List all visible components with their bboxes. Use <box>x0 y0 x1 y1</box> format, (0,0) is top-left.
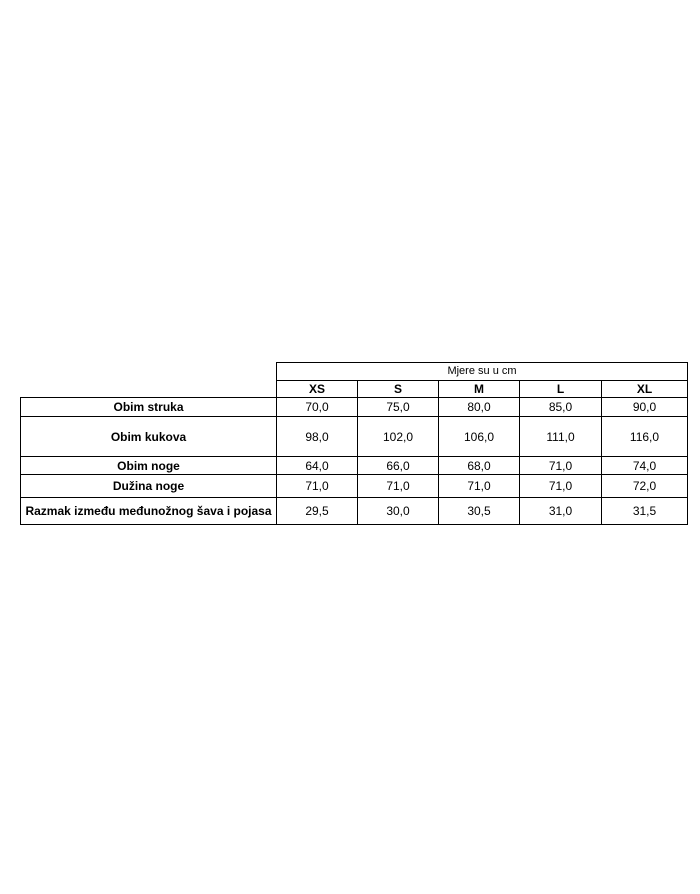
row-label: Obim kukova <box>21 417 277 457</box>
row-label: Obim noge <box>21 457 277 475</box>
table-cell: 31,0 <box>520 498 602 525</box>
table-cell: 71,0 <box>358 475 439 498</box>
size-header-row <box>21 381 688 398</box>
empty-header-cell <box>21 381 277 398</box>
table-cell: 116,0 <box>602 417 688 457</box>
table-cell: 111,0 <box>520 417 602 457</box>
table-cell: 98,0 <box>277 417 358 457</box>
size-header-m: M <box>439 381 520 398</box>
table-cell: 29,5 <box>277 498 358 525</box>
table-cell: 80,0 <box>439 398 520 417</box>
table-cell: 64,0 <box>277 457 358 475</box>
table-cell: 31,5 <box>602 498 688 525</box>
table-cell: 68,0 <box>439 457 520 475</box>
table-cell: 30,5 <box>439 498 520 525</box>
table-cell: 72,0 <box>602 475 688 498</box>
table-row <box>21 417 688 457</box>
caption-row <box>21 363 688 381</box>
table-cell: 70,0 <box>277 398 358 417</box>
table-cell: 74,0 <box>602 457 688 475</box>
empty-corner-cell <box>21 363 277 381</box>
table-cell: 71,0 <box>520 457 602 475</box>
table-cell: 106,0 <box>439 417 520 457</box>
size-table <box>20 362 688 525</box>
table-row <box>21 457 688 475</box>
size-header-xs: XS <box>277 381 358 398</box>
table-cell: 71,0 <box>439 475 520 498</box>
size-chart <box>20 362 688 525</box>
table-cell: 102,0 <box>358 417 439 457</box>
table-cell: 71,0 <box>520 475 602 498</box>
row-label: Obim struka <box>21 398 277 417</box>
table-cell: 75,0 <box>358 398 439 417</box>
table-cell: 90,0 <box>602 398 688 417</box>
row-label: Razmak između međunožnog šava i pojasa <box>21 498 277 525</box>
size-header-xl: XL <box>602 381 688 398</box>
table-cell: 66,0 <box>358 457 439 475</box>
table-row <box>21 398 688 417</box>
row-label: Dužina noge <box>21 475 277 498</box>
table-caption: Mjere su u cm <box>277 363 688 381</box>
table-cell: 71,0 <box>277 475 358 498</box>
table-cell: 85,0 <box>520 398 602 417</box>
table-row <box>21 475 688 498</box>
size-header-l: L <box>520 381 602 398</box>
table-cell: 30,0 <box>358 498 439 525</box>
table-row <box>21 498 688 525</box>
size-header-s: S <box>358 381 439 398</box>
